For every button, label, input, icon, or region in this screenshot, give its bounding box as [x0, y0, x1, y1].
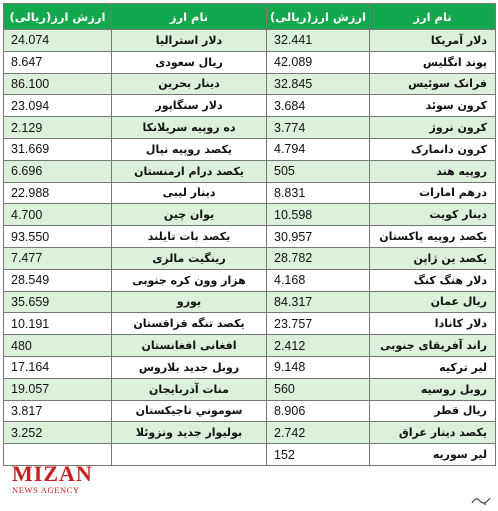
- header-right-value: ارزش ارز(ریالی): [267, 4, 370, 30]
- table-header-row: [4, 4, 496, 30]
- right-value-cell: 152: [267, 444, 370, 466]
- left-name-cell: دلار استرالیا: [112, 30, 267, 52]
- right-value-cell: 8.831: [267, 182, 370, 204]
- left-name-cell: یکصد روپیه نپال: [112, 138, 267, 160]
- logo-brand: MIZAN: [12, 461, 93, 486]
- left-name-cell: یوان چین: [112, 204, 267, 226]
- left-name-cell: دلار سنگاپور: [112, 95, 267, 117]
- table-row: [4, 204, 496, 226]
- table-row: [4, 313, 496, 335]
- right-name-cell: پوند انگلیس: [370, 51, 496, 73]
- right-value-cell: 505: [267, 160, 370, 182]
- right-value-cell: 28.782: [267, 247, 370, 269]
- table-row: [4, 117, 496, 139]
- left-name-cell: بولیوار جدید ونزوئلا: [112, 422, 267, 444]
- left-value-cell: 10.191: [4, 313, 112, 335]
- left-value-cell: 86.100: [4, 73, 112, 95]
- right-name-cell: یکصد ین ژاپن: [370, 247, 496, 269]
- table-body: [4, 30, 496, 466]
- table-row: [4, 356, 496, 378]
- right-name-cell: روبل روسیه: [370, 378, 496, 400]
- right-value-cell: 32.441: [267, 30, 370, 52]
- right-name-cell: کرون دانمارک: [370, 138, 496, 160]
- header-right-name: نام ارز: [370, 4, 496, 30]
- right-value-cell: 84.317: [267, 291, 370, 313]
- right-value-cell: 2.742: [267, 422, 370, 444]
- table-row: [4, 400, 496, 422]
- table-row: [4, 95, 496, 117]
- right-name-cell: لیر سوریه: [370, 444, 496, 466]
- table-row: [4, 247, 496, 269]
- table-row: [4, 335, 496, 357]
- left-name-cell: افغانی افغانستان: [112, 335, 267, 357]
- left-name-cell: یکصد تنگه قزاقستان: [112, 313, 267, 335]
- right-value-cell: 42.089: [267, 51, 370, 73]
- exchange-rate-table: [3, 3, 496, 466]
- left-value-cell: 8.647: [4, 51, 112, 73]
- left-value-cell: 23.094: [4, 95, 112, 117]
- right-value-cell: 4.168: [267, 269, 370, 291]
- left-name-cell: رینگیت مالزی: [112, 247, 267, 269]
- mizan-logo: [12, 463, 93, 495]
- right-value-cell: 560: [267, 378, 370, 400]
- right-name-cell: کرون نروژ: [370, 117, 496, 139]
- table-row: [4, 291, 496, 313]
- logo-subtitle: NEWS AGENCY: [12, 485, 80, 495]
- right-value-cell: 30.957: [267, 226, 370, 248]
- right-value-cell: 8.906: [267, 400, 370, 422]
- table-row: [4, 422, 496, 444]
- header-left-value: ارزش ارز(ریالی): [4, 4, 112, 30]
- left-name-cell: ده روپیه سریلانکا: [112, 117, 267, 139]
- left-name-cell: هزار وون کره جنوبی: [112, 269, 267, 291]
- left-name-cell: [112, 444, 267, 466]
- table-row: [4, 378, 496, 400]
- left-name-cell: یورو: [112, 291, 267, 313]
- right-name-cell: فرانک سوئیس: [370, 73, 496, 95]
- left-value-cell: 17.164: [4, 356, 112, 378]
- table-row: [4, 182, 496, 204]
- right-name-cell: دلار آمریکا: [370, 30, 496, 52]
- left-value-cell: 93.550: [4, 226, 112, 248]
- table-row: [4, 138, 496, 160]
- right-name-cell: دلار کانادا: [370, 313, 496, 335]
- right-value-cell: 2.412: [267, 335, 370, 357]
- left-name-cell: منات آذربایجان: [112, 378, 267, 400]
- left-value-cell: 19.057: [4, 378, 112, 400]
- left-value-cell: 35.659: [4, 291, 112, 313]
- right-name-cell: کرون سوئد: [370, 95, 496, 117]
- header-left-name: نام ارز: [112, 4, 267, 30]
- table-row: [4, 30, 496, 52]
- right-value-cell: 4.794: [267, 138, 370, 160]
- left-value-cell: 31.669: [4, 138, 112, 160]
- left-value-cell: 3.252: [4, 422, 112, 444]
- right-name-cell: ریال عمان: [370, 291, 496, 313]
- left-name-cell: یکصد بات تایلند: [112, 226, 267, 248]
- right-value-cell: 23.757: [267, 313, 370, 335]
- right-name-cell: یکصد روپیه پاکستان: [370, 226, 496, 248]
- right-name-cell: روپیه هند: [370, 160, 496, 182]
- left-name-cell: روبل جدید بلاروس: [112, 356, 267, 378]
- right-value-cell: 32.845: [267, 73, 370, 95]
- right-name-cell: ریال قطر: [370, 400, 496, 422]
- right-name-cell: دلار هنگ کنگ: [370, 269, 496, 291]
- right-value-cell: 10.598: [267, 204, 370, 226]
- right-value-cell: 3.684: [267, 95, 370, 117]
- right-name-cell: لیر ترکیه: [370, 356, 496, 378]
- left-value-cell: 24.074: [4, 30, 112, 52]
- table-row: [4, 160, 496, 182]
- right-value-cell: 9.148: [267, 356, 370, 378]
- table-row: [4, 269, 496, 291]
- left-value-cell: 4.700: [4, 204, 112, 226]
- left-value-cell: 6.696: [4, 160, 112, 182]
- right-name-cell: یکصد دینار عراق: [370, 422, 496, 444]
- table-row: [4, 226, 496, 248]
- left-value-cell: 480: [4, 335, 112, 357]
- left-name-cell: دینار بحرین: [112, 73, 267, 95]
- left-value-cell: 2.129: [4, 117, 112, 139]
- watermark-icon: [470, 493, 492, 507]
- left-name-cell: یکصد درام ارمنستان: [112, 160, 267, 182]
- left-value-cell: 7.477: [4, 247, 112, 269]
- left-name-cell: دینار لیبی: [112, 182, 267, 204]
- right-name-cell: درهم امارات: [370, 182, 496, 204]
- table-row: [4, 73, 496, 95]
- left-value-cell: 22.988: [4, 182, 112, 204]
- left-value-cell: 3.817: [4, 400, 112, 422]
- right-name-cell: راند آفریقای جنوبی: [370, 335, 496, 357]
- right-value-cell: 3.774: [267, 117, 370, 139]
- right-name-cell: دینار کویت: [370, 204, 496, 226]
- left-name-cell: ریال سعودی: [112, 51, 267, 73]
- table-row: [4, 51, 496, 73]
- left-name-cell: سوموني تاجيكستان: [112, 400, 267, 422]
- left-value-cell: 28.549: [4, 269, 112, 291]
